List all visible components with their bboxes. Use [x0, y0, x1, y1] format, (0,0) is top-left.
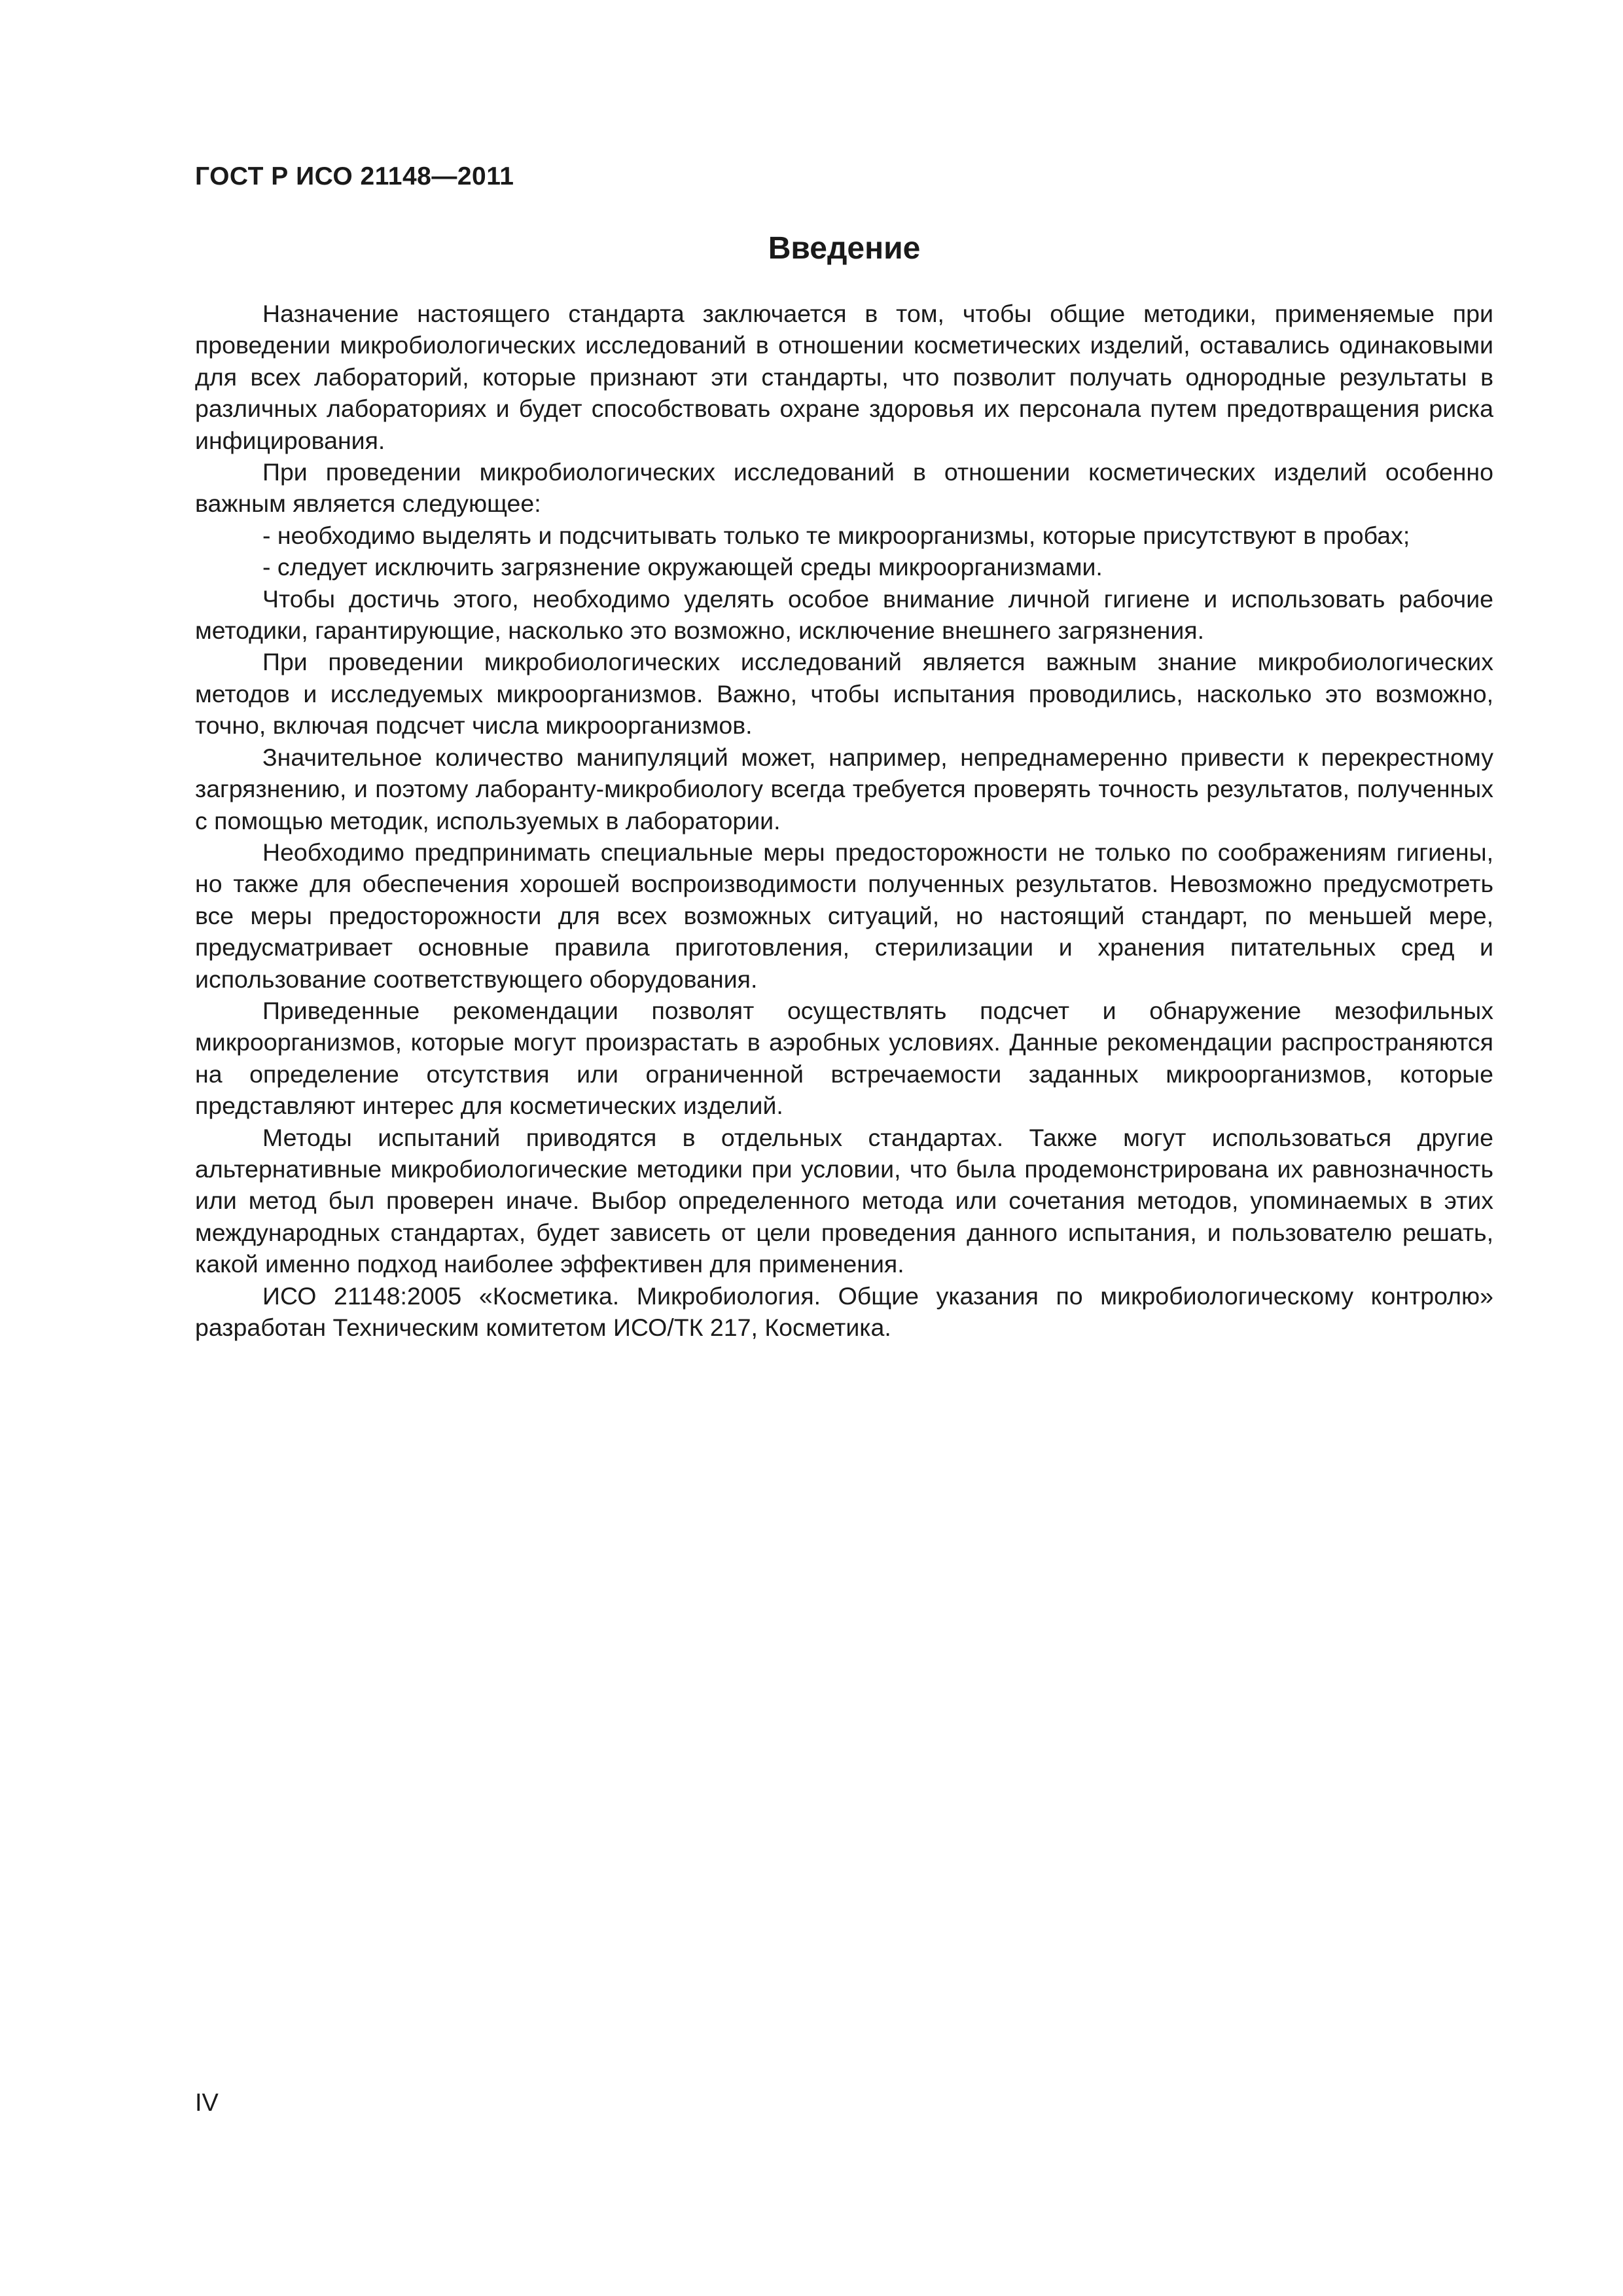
paragraph: ИСО 21148:2005 «Косметика. Микробиология. Общие указания по микробиологическому контролю» разработан Техническим комитетом ИСО/ТК 217, Косметика.: [195, 1282, 1493, 1341]
paragraph: Назначение настоящего стандарта заключается в том, чтобы общие методики, применяемые при проведении микробиологических исследований в отношении косметических изделий, оставались одинаковыми для всех лабораторий, которые признают эти стандарты, что позволит получать однородные результаты в различных лабораториях и будет способствовать охране здоровья их персонала путем предотвращения риска инфицирования.: [195, 300, 1493, 454]
paragraph: Необходимо предпринимать специальные меры предосторожности не только по соображениям гигиены, но также для обеспечения хорошей воспроизводимости полученных результатов. Невозможно предусмотреть все меры предосторожности для всех возможных ситуаций, но настоящий стандарт, по меньшей мере, предусматривает основные правила приготовления, стерилизации и хранения питательных сред и использование соответствующего оборудования.: [195, 838, 1493, 993]
page-number: IV: [195, 2089, 219, 2117]
list-item: - необходимо выделять и подсчитывать только те микроорганизмы, которые присутствуют в пробах;: [262, 521, 1410, 549]
paragraph: Значительное количество манипуляций может, например, непреднамеренно привести к перекрестному загрязнению, и поэтому лаборанту-микробиологу всегда требуется проверять точность результатов, полученных с помощью методик, используемых в лаборатории.: [195, 743, 1493, 834]
paragraph: Чтобы достичь этого, необходимо уделять особое внимание личной гигиене и использовать рабочие методики, гарантирующие, насколько это возможно, исключение внешнего загрязнения.: [195, 584, 1493, 645]
paragraph: Методы испытаний приводятся в отдельных стандартах. Также могут использоваться другие альтернативные микробиологические методики при условии, что была продемонстрирована их равнозначность или метод был проверен иначе. Выбор определенного метода или сочетания методов, упоминаемых в этих международных стандартах, будет зависеть от цели проведения данного испытания, и пользователю решать, какой именно подход наиболее эффективен для применения.: [195, 1123, 1493, 1278]
document-header: ГОСТ Р ИСО 21148—2011: [195, 162, 514, 190]
paragraph: При проведении микробиологических исследований является важным знание микробиологических методов и исследуемых микроорганизмов. Важно, чтобы испытания проводились, насколько это возможно, точно, включая подсчет числа микроорганизмов.: [195, 648, 1493, 740]
paragraph: Приведенные рекомендации позволят осуществлять подсчет и обнаружение мезофильных микроорганизмов, которые могут произрастать в аэробных условиях. Данные рекомендации распространяются на определение отсутствия или ограниченной встречаемости заданных микроорганизмов, которые представляют интерес для косметических изделий.: [195, 996, 1493, 1120]
paragraph: При проведении микробиологических исследований в отношении косметических изделий особенно важным является следующее:: [195, 458, 1493, 518]
section-title: Введение: [768, 231, 921, 266]
body-text: [195, 298, 1493, 1343]
list-item: - следует исключить загрязнение окружающей среды микроорганизмами.: [262, 553, 1103, 581]
